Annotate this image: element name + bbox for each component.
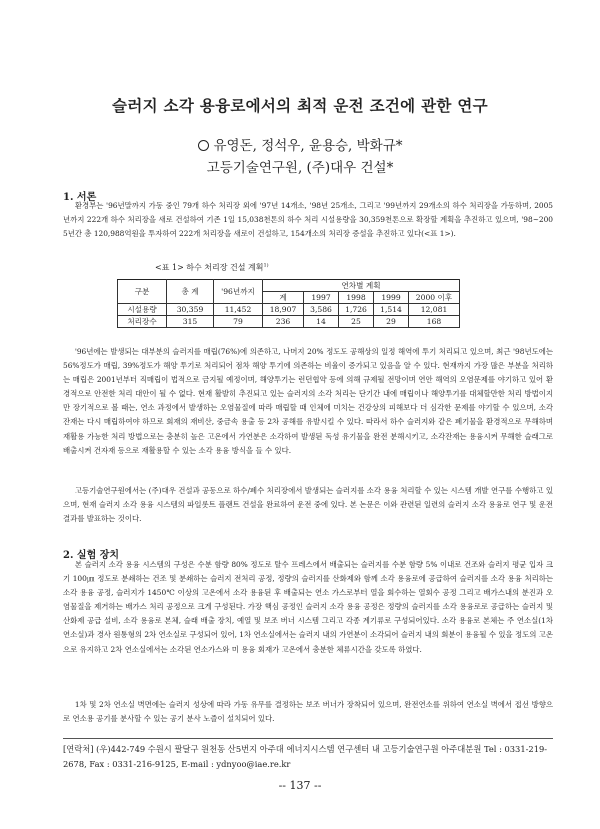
page-number: -- 137 --: [278, 779, 322, 792]
table-header-total: 총 계: [167, 280, 214, 304]
table-subheader: 1998: [339, 292, 374, 304]
table-cell: 29: [374, 316, 409, 328]
author-list: 유영돈, 정석우, 윤용승, 박화규*: [213, 138, 403, 154]
table-subheader: 계: [263, 292, 304, 304]
table-header-row: [118, 280, 460, 292]
section2-paragraph2: 1차 및 2차 연소실 벽면에는 슬러지 성상에 따라 가동 유무를 결정하는 보조 버너가 장착되어 있으며, 완전연소를 위하여 연소실 벽에서 접선 방향으로 연소용 공기를 분사할 수 있는 공기 분사 노즐이 설치되어 있다.: [63, 700, 553, 724]
table-cell: 시설용량: [118, 304, 167, 316]
section1-paragraph1: 환경부는 '96년말까지 가동 중인 79개 하수 처리장 외에 '97년 14개소, '98년 25개소, 그리고 '99년까지 29개소의 하수 처리장을 가동하며, 2005년까지 222개 하수 처리장을 새로 건설하여 기존 1일 15,038천톤의 하수 처리 시설용량을 30,359천톤으로 확장할 계획을 추진하고 있으며, '98~2005년간 총 120,988억원을 투자하여 222개 처리장을 새로이 건설하고, 154개소의 처리장 증설을 추진하고 있다(<표 1>).: [63, 201, 553, 239]
section2-paragraph1: 본 슬러지 소각 용융 시스템의 구성은 수분 함량 80% 정도로 탈수 프레스에서 배출되는 슬러지를 수분 함량 5% 이내로 건조와 슬러지 평균 입자 크기 100㎛ 정도로 분쇄하는 건조 및 분쇄하는 슬러지 전처리 공정, 정량의 슬러지를 산화제와 함께 소각 용융로에 공급하여 슬러지를 소각 용융 처리하는 소각 용융 공정, 슬러지가 1450℃ 이상의 고온에서 소각 용융된 후 배출되는 연소 가스로부터 열을 회수하는 열회수 공정 그리고 배가스내의 분진과 오염물질을 제거하는 배가스 처리 공정으로 크게 구성된다. 가장 핵심 공정인 슬러지 소각 용융 공정은 정량의 슬러지를 소각 용융로로 공급하는 슬러지 및 산화제 공급 설비, 소각 용융로 본체, 슬래 배출 장치, 예열 및 보조 버너 시스템 그리고 각종 계기류로 구성되어있다. 소각 용융로 본체는 주 연소실(1차 연소실)과 경사 원통형의 2차 연소실로 구성되어 있어, 1차 연소실에서는 슬러지 내의 가연분이 소각되어 슬러지 내의 회분이 용융될 수 있을 정도의 고온으로 유지하고 2차 연소실에서는 소각된 연소가스와 미 용융 회재가 고온에서 충분한 체류시간을 갖도록 하였다.: [63, 560, 553, 654]
table-cell: 18,907: [263, 304, 304, 316]
table-caption: <표 1> 하수 처리장 건설 계획$^{1)}$: [155, 262, 269, 272]
table-cell: 168: [409, 316, 460, 328]
section1-paragraph3: 고등기술연구원에서는 (주)대우 건설과 공동으로 하수/폐수 처리장에서 발생되는 슬러지를 소각 용융 처리할 수 있는 시스템 개발 연구를 수행하고 있으며, 현재 슬러지 소각 용융 시스템의 파일롯트 플랜트 건설을 완료하여 운전 중에 있다. 본 논문은 이와 관련된 일련의 슬러지 소각 용융로 연구 및 운전결과를 발표하는 것이다.: [63, 486, 553, 524]
section1-heading: 1. 서론: [63, 192, 97, 203]
table-cell: 3,586: [304, 304, 339, 316]
section2-heading: 2. 실험 장치: [63, 550, 120, 561]
table-subheader: 1999: [374, 292, 409, 304]
table-cell: 1,726: [339, 304, 374, 316]
section1-paragraph2: '96년에는 발생되는 대부분의 슬러지를 매립(76%)에 의존하고, 나머지 20% 정도도 공해상의 일정 해역에 투기 처리되고 있으며, 최근 '98년도에는 56%정도가 매립, 39%정도가 해양 투기로 처리되어 점차 해양 투기에 의존하는 비율이 증가되고 있음을 알 수 있다. 현재까지 가장 많은 부분을 처리하는 매립은 2001년부터 직매립이 법적으로 금지될 예정이며, 해양투기는 런던협약 등에 의해 규제될 전망이며 연안 해역의 오염문제를 야기하고 있어 환경적으로 안전한 처리 대안이 될 수 없다. 현재 활발히 추진되고 있는 슬러지의 소각 처리는 단기간 내에 매립이나 해양투기를 대체할만한 처리 방법이지만 장기적으로 볼 때는, 연소 과정에서 발생하는 오염물질에 따라 매립할 때 인체에 미치는 건강상의 피해보다 더 심각한 문제를 야기할 수 있으며, 소각 잔재는 다시 매립하여야 하므로 회재의 재비산, 중금속 용출 등 2차 공해를 유발시킬 수 있다. 따라서 하수 슬러지와 같은 폐기물을 환경적으로 무해하며 재활용 가능한 처리 방법으로는 충분히 높은 고온에서 가연분은 소각하여 발생된 독성 유기물을 완전 분해시키고, 소각잔재는 용융시켜 무해한 슬래그로 배출시켜 건자재 등으로 재활용할 수 있는 소각 용융 방식을 들 수 있다.: [63, 347, 553, 455]
table-cell: 315: [167, 316, 214, 328]
table-1: [117, 279, 460, 328]
table-row: [118, 316, 460, 328]
authors: [0, 134, 600, 154]
table-header-until96: '96년까지: [214, 280, 263, 304]
table-cell: 25: [339, 316, 374, 328]
paper-title: 슬러지 소각 용융로에서의 최적 운전 조건에 관한 연구: [112, 96, 488, 115]
table-cell: 236: [263, 316, 304, 328]
table-subheader: 2000 이후: [409, 292, 460, 304]
table-header-plan: 연차별 계획: [263, 280, 460, 292]
table-subheader: 1997: [304, 292, 339, 304]
table-header-gubun: 구분: [118, 280, 167, 304]
circle-icon: [198, 140, 209, 151]
table-row: [118, 304, 460, 316]
table-cell: 12,081: [409, 304, 460, 316]
table-cell: 30,359: [167, 304, 214, 316]
contact-footnote: [연락처] (우)442-749 수원시 팔달구 원천동 산5번지 아주대 에너지시스템 연구센터 내 고등기술연구원 아주대분원 Tel : 0331-219-2678, Fax : 0331-216-9125, E-mail : ydnyoo@iae.re.kr: [63, 738, 553, 771]
table-cell: 11,452: [214, 304, 263, 316]
table-cell: 처리장수: [118, 316, 167, 328]
table-cell: 14: [304, 316, 339, 328]
table-cell: 1,514: [374, 304, 409, 316]
affiliation: 고등기술연구원, (주)대우 건설*: [206, 160, 394, 176]
table-cell: 79: [214, 316, 263, 328]
